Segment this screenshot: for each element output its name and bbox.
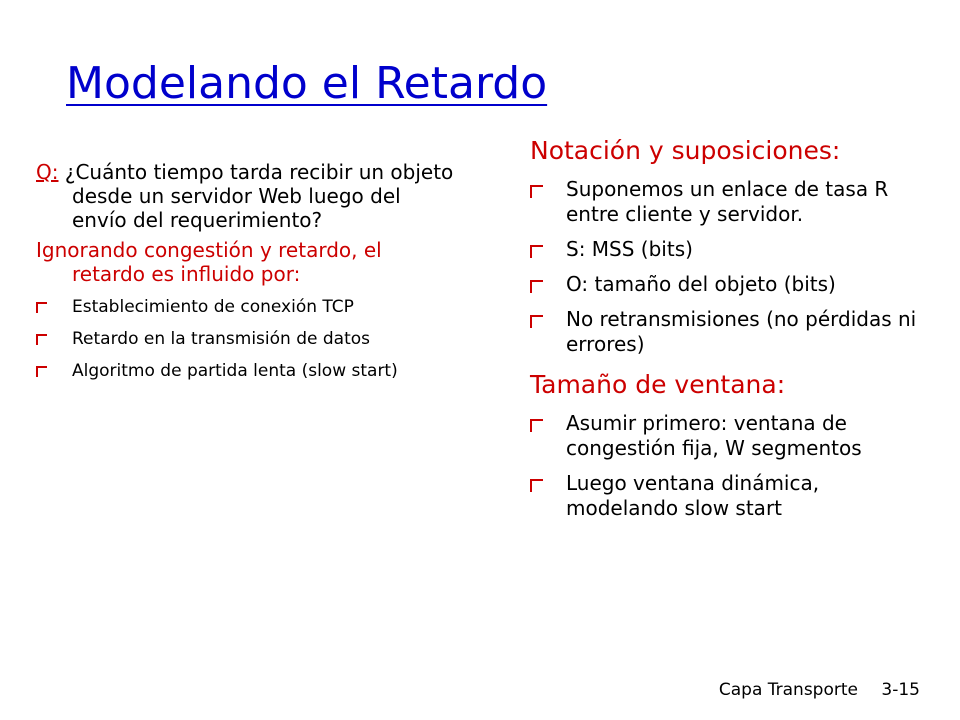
list-item xyxy=(530,177,930,227)
question-label: Q: xyxy=(36,160,59,184)
page-number: 3-15 xyxy=(881,680,920,700)
bullet-icon xyxy=(530,315,543,328)
bullet-icon xyxy=(36,334,47,345)
bullet-icon xyxy=(530,479,543,492)
right-column xyxy=(530,135,930,521)
bullet-text: Luego ventana dinámica, modelando slow start xyxy=(566,471,820,520)
bullet-icon xyxy=(530,245,543,258)
list-item xyxy=(530,307,930,357)
bullet-icon xyxy=(530,419,543,432)
bullet-icon xyxy=(530,185,543,198)
list-item xyxy=(36,296,456,318)
list-item xyxy=(36,360,456,382)
slide-footer xyxy=(719,680,920,700)
left-column xyxy=(36,160,456,382)
notation-bullet-list xyxy=(530,177,930,357)
question-text: ¿Cuánto tiempo tarda recibir un objeto desde un servidor Web luego del envío del requerimiento? xyxy=(64,160,454,232)
list-item xyxy=(530,471,930,521)
bullet-icon xyxy=(530,280,543,293)
bullet-text: No retransmisiones (no pérdidas ni errores) xyxy=(566,307,917,356)
window-bullet-list xyxy=(530,411,930,521)
left-bullet-list xyxy=(36,296,456,382)
footer-section: Capa Transporte xyxy=(718,680,858,700)
list-item xyxy=(36,328,456,350)
bullet-text: Asumir primero: ventana de congestión fija, W segmentos xyxy=(566,411,862,460)
bullet-text: Establecimiento de conexión TCP xyxy=(72,297,354,317)
bullet-text: Retardo en la transmisión de datos xyxy=(72,329,370,349)
list-item xyxy=(530,237,930,262)
question xyxy=(36,160,456,232)
bullet-text: O: tamaño del objeto (bits) xyxy=(566,272,836,296)
bullet-text: Algoritmo de partida lenta (slow start) xyxy=(72,361,398,381)
slide-title: Modelando el Retardo xyxy=(66,58,548,109)
list-item xyxy=(530,411,930,461)
bullet-text: S: MSS (bits) xyxy=(566,237,693,261)
notation-heading: Notación y suposiciones: xyxy=(530,136,841,165)
bullet-icon xyxy=(36,302,47,313)
ignoring-text: Ignorando congestión y retardo, el retardo es influido por: xyxy=(36,238,382,286)
bullet-text: Suponemos un enlace de tasa R entre cliente y servidor. xyxy=(566,177,889,226)
bullet-icon xyxy=(36,366,47,377)
list-item xyxy=(530,272,930,297)
window-heading: Tamaño de ventana: xyxy=(530,370,786,399)
